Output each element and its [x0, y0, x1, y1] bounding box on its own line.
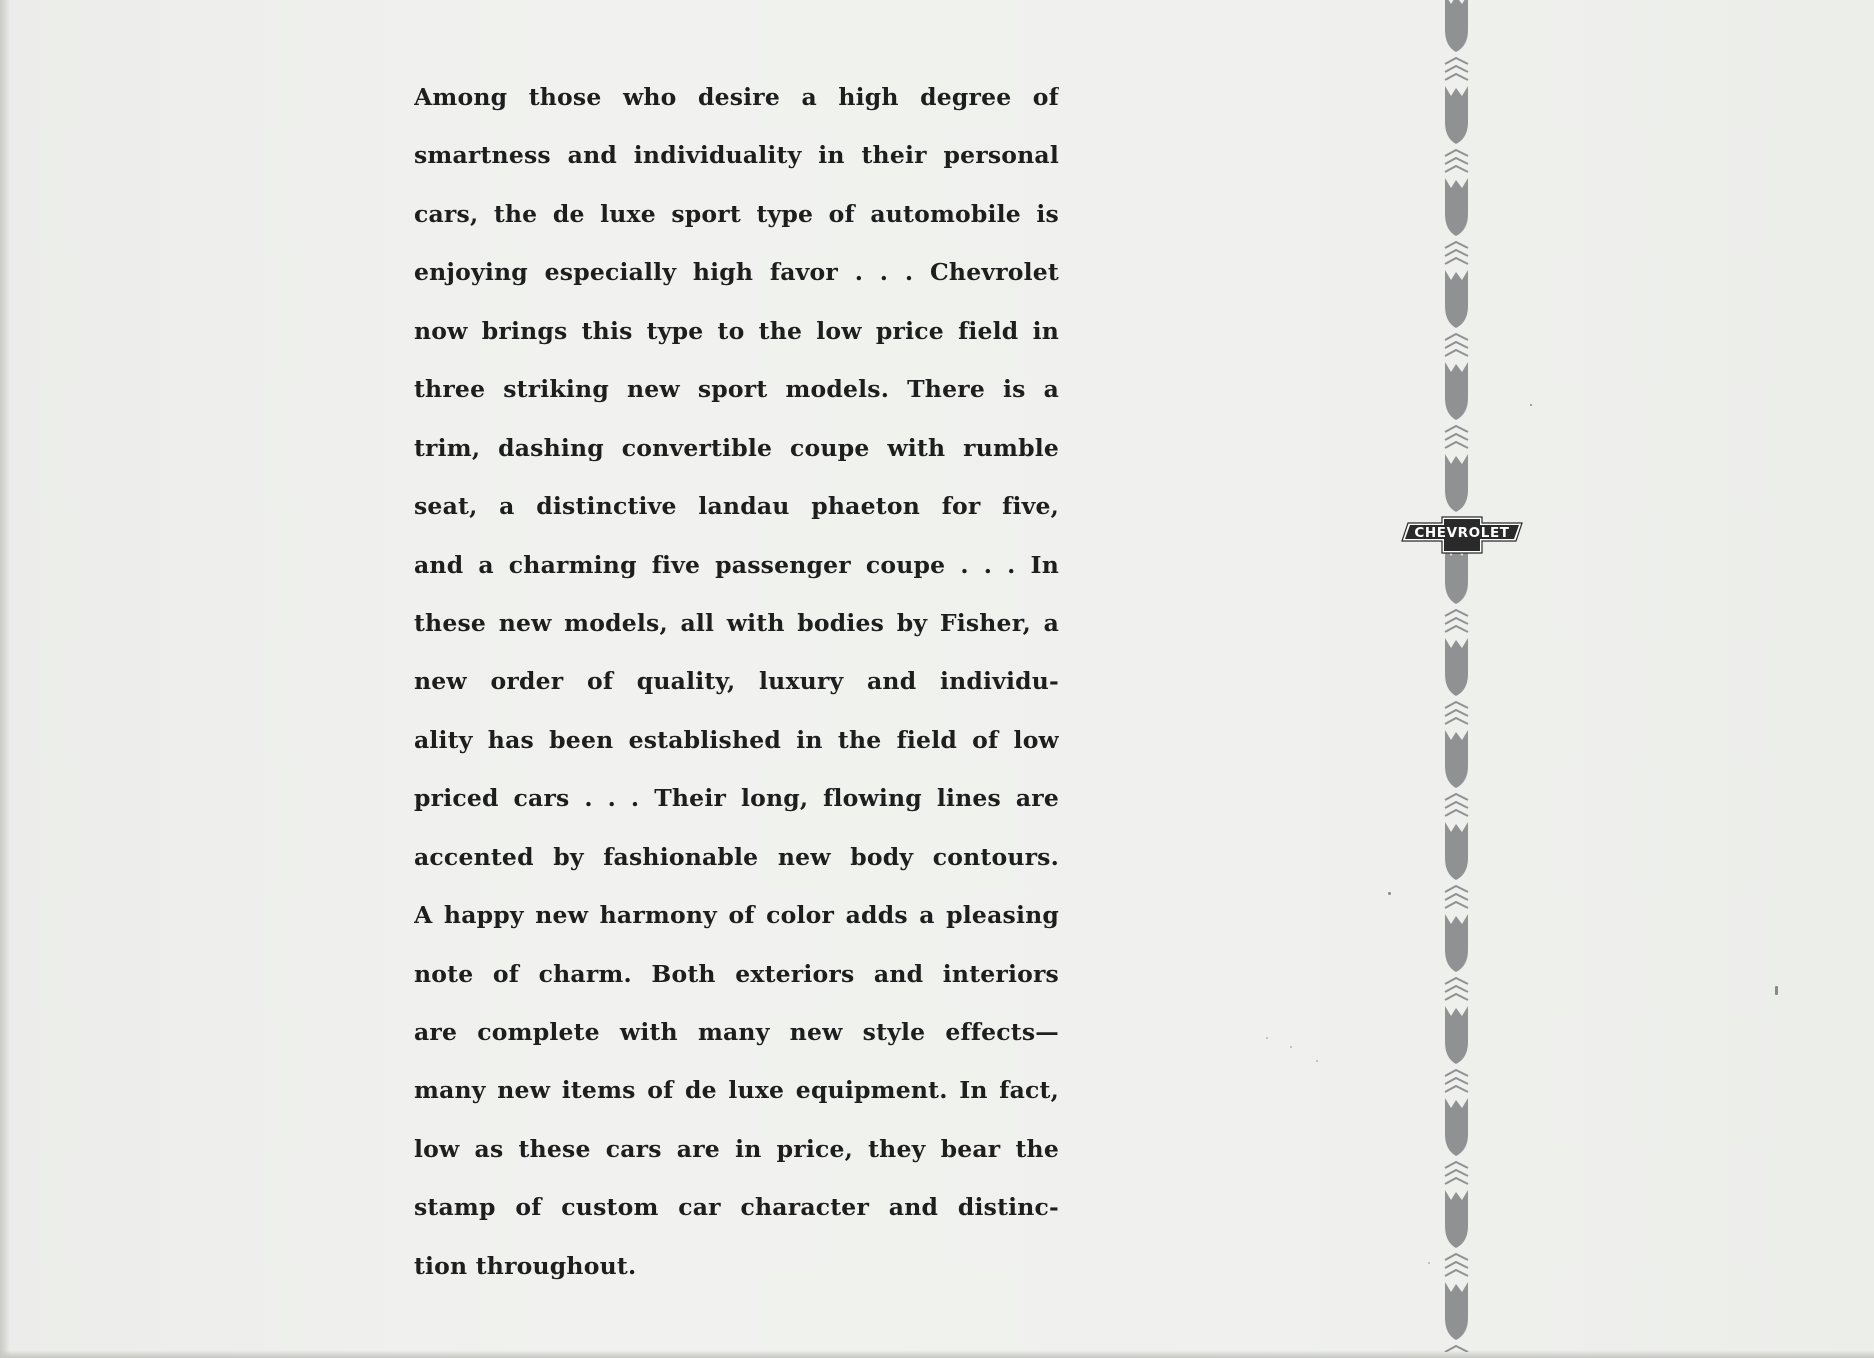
decorative-stripe	[1441, 0, 1472, 1352]
body-line: new order of quality, luxury and individu-	[414, 667, 1059, 696]
body-copy	[414, 68, 1059, 1295]
stripe-motif	[1445, 610, 1468, 696]
paper-speck	[1388, 892, 1391, 895]
stripe-motif	[1445, 426, 1468, 512]
paper-speck	[1530, 404, 1532, 406]
body-line: Among those who desire a high degree of	[414, 83, 1059, 111]
page-bottom-edge	[0, 1350, 1874, 1358]
body-line: low as these cars are in price, they bear the	[414, 1134, 1059, 1163]
body-line: enjoying especially high favor . . . Chevrolet	[414, 258, 1059, 287]
body-line: stamp of custom car character and distinc-	[414, 1193, 1059, 1222]
stripe-motif	[1445, 794, 1468, 880]
paper-speck	[1428, 1262, 1430, 1264]
stripe-motif	[1445, 1162, 1468, 1248]
body-line: seat, a distinctive landau phaeton for five,	[414, 492, 1059, 521]
body-line: now brings this type to the low price field in	[414, 316, 1059, 345]
stripe-motif	[1445, 150, 1468, 236]
stripe-motif	[1445, 334, 1468, 420]
body-line: note of charm. Both exteriors and interiors	[414, 959, 1059, 988]
body-line: many new items of de luxe equipment. In fact,	[414, 1076, 1059, 1105]
body-line: are complete with many new style effects—	[414, 1018, 1059, 1046]
body-line: smartness and individuality in their personal	[414, 141, 1059, 170]
body-line: these new models, all with bodies by Fisher, a	[414, 608, 1059, 637]
stripe-motif	[1445, 58, 1468, 144]
body-line: trim, dashing convertible coupe with rumble	[414, 433, 1059, 462]
body-line: ality has been established in the field of low	[414, 725, 1059, 754]
body-line: cars, the de luxe sport type of automobile is	[414, 199, 1059, 228]
stripe-motif	[1445, 1254, 1468, 1340]
stripe-motif	[1445, 0, 1468, 52]
stripe-motif	[1445, 1070, 1468, 1156]
stripe-motif	[1445, 886, 1468, 972]
page-fold-shadow	[0, 0, 10, 1358]
body-line: A happy new harmony of color adds a pleasing	[414, 901, 1059, 930]
paper-speck	[1775, 986, 1778, 995]
paper-speck	[1316, 1060, 1318, 1062]
body-line: priced cars . . . Their long, flowing lines are	[414, 784, 1059, 813]
stripe-motif	[1445, 1346, 1468, 1352]
chevrolet-bowtie-logo	[1400, 516, 1524, 554]
logo-wordmark: CHEVROLET	[1414, 525, 1510, 541]
stripe-motif	[1445, 702, 1468, 788]
paper-speck	[1290, 1046, 1292, 1048]
body-line: tion throughout.	[414, 1251, 637, 1280]
stripe-motif	[1445, 978, 1468, 1064]
body-line: accented by fashionable new body contours.	[414, 842, 1059, 871]
body-line: three striking new sport models. There is a	[414, 375, 1059, 404]
body-line: and a charming five passenger coupe . . . In	[414, 550, 1059, 579]
stripe-motif	[1445, 242, 1468, 328]
paper-speck	[1266, 1037, 1268, 1039]
